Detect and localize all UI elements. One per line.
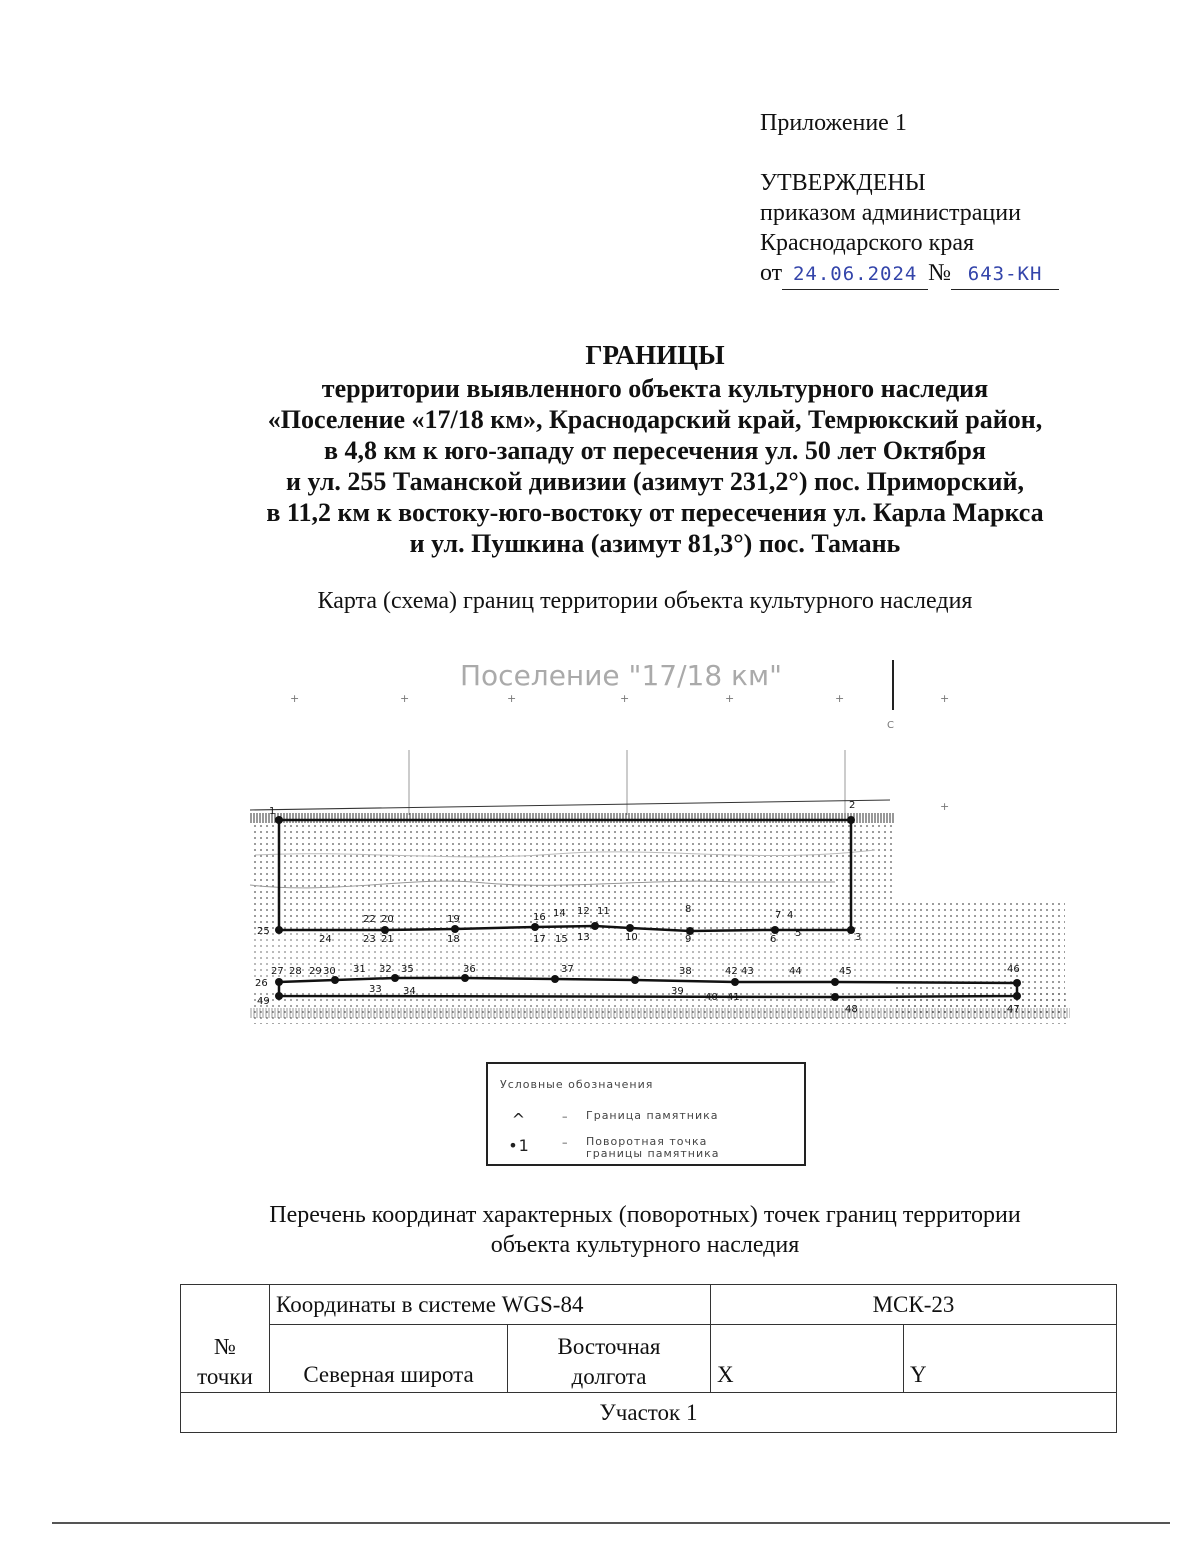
- point-label: 7: [775, 910, 782, 921]
- y-header: Y: [904, 1325, 1117, 1393]
- point-label: 23: [363, 934, 376, 945]
- point-label: 31: [353, 964, 366, 975]
- approved-line: Краснодарского края: [760, 230, 975, 256]
- point-label: 12: [577, 906, 590, 917]
- point-label: 25: [257, 926, 270, 937]
- svg-text:+: +: [835, 692, 845, 705]
- appendix-label: Приложение 1: [760, 110, 907, 136]
- point-label: 21: [381, 934, 394, 945]
- approved-line: приказом администрации: [760, 200, 1021, 226]
- wgs-header: Координаты в системе WGS-84: [270, 1285, 711, 1325]
- point-label: 49: [257, 996, 270, 1007]
- point-label: 38: [679, 966, 692, 977]
- point-label: 1: [269, 806, 276, 817]
- approval-block: [760, 168, 1059, 290]
- legend-boundary-label: Граница памятника: [586, 1109, 719, 1122]
- point-label: 28: [289, 966, 302, 977]
- title-line: территории выявленного объекта культурного наследия: [321, 374, 989, 403]
- point-number-header: № точки: [181, 1285, 270, 1393]
- svg-text:+: +: [620, 692, 630, 705]
- north-label: С: [887, 720, 894, 731]
- point-label: 5: [795, 928, 802, 939]
- point-label: 24: [319, 934, 332, 945]
- point-label: 35: [401, 964, 414, 975]
- point-label: 29: [309, 966, 322, 977]
- turning-point-icon: •1: [508, 1136, 530, 1155]
- point-label: 26: [255, 978, 268, 989]
- point-label: 33: [369, 984, 382, 995]
- msk-header: МСК-23: [711, 1285, 1117, 1325]
- point-label: 2: [849, 800, 856, 811]
- title-line: «Поселение «17/18 км», Краснодарский край, Темрюкский район,: [267, 405, 1043, 434]
- section-row: Участок 1: [181, 1393, 1117, 1433]
- x-header: X: [711, 1325, 904, 1393]
- point-label: 11: [597, 906, 610, 917]
- order-date: 24.06.2024: [792, 263, 918, 285]
- point-label: 3: [855, 932, 862, 943]
- approved-line: УТВЕРЖДЕНЫ: [760, 170, 926, 196]
- point-label: 32: [379, 964, 392, 975]
- svg-text:+: +: [290, 692, 300, 705]
- point-label: 30: [323, 966, 336, 977]
- point-label: 4: [787, 910, 794, 921]
- svg-text:+: +: [940, 692, 950, 705]
- svg-text:+: +: [507, 692, 517, 705]
- point-label: 18: [447, 934, 460, 945]
- point-label: 43: [741, 966, 754, 977]
- order-prefix: от: [760, 260, 783, 286]
- point-label: 34: [403, 986, 416, 997]
- point-label: 17: [533, 934, 546, 945]
- svg-text:+: +: [400, 692, 410, 705]
- longitude-header: Восточная долгота: [508, 1325, 711, 1393]
- map-label: Поселение "17/18 км": [460, 659, 782, 692]
- point-label: 40: [705, 992, 718, 1003]
- legend-dash: –: [562, 1136, 569, 1149]
- map-legend: [486, 1062, 806, 1166]
- title-line: в 4,8 км к юго-западу от пересечения ул. 50 лет Октября: [324, 436, 986, 465]
- point-label: 15: [555, 934, 568, 945]
- title-heading: ГРАНИЦЫ: [585, 340, 725, 370]
- title-line: в 11,2 км к востоку-юго-востоку от пересечения ул. Карла Маркса: [266, 498, 1044, 527]
- order-number: 643-КН: [967, 263, 1043, 285]
- boundary-map: [235, 650, 1075, 1040]
- legend-title: Условные обозначения: [500, 1078, 654, 1091]
- latitude-header: Северная широта: [270, 1325, 508, 1393]
- order-number-sign: №: [928, 260, 952, 286]
- legend-point-label: Поворотная точка границы памятника: [586, 1135, 720, 1160]
- point-label: 19: [447, 914, 460, 925]
- point-label: 37: [561, 964, 574, 975]
- point-label: 6: [770, 934, 777, 945]
- point-label: 20: [381, 914, 394, 925]
- point-label: 16: [533, 912, 546, 923]
- point-label: 39: [671, 986, 684, 997]
- svg-text:+: +: [940, 800, 950, 813]
- point-label: 27: [271, 966, 284, 977]
- order-line: [760, 258, 1059, 290]
- point-label: 46: [1007, 964, 1020, 975]
- point-label: 13: [577, 932, 590, 943]
- title-line: и ул. Пушкина (азимут 81,3°) пос. Тамань: [409, 529, 901, 558]
- point-label: 36: [463, 964, 476, 975]
- order-date-field: [782, 258, 928, 290]
- point-label: 10: [625, 932, 638, 943]
- point-label: 41: [727, 992, 740, 1003]
- point-label: 47: [1007, 1004, 1020, 1015]
- title-line: и ул. 255 Таманской дивизии (азимут 231,2°) пос. Приморский,: [286, 467, 1024, 496]
- document-title: [0, 340, 1200, 559]
- point-label: 8: [685, 904, 692, 915]
- boundary-line-icon: ^: [511, 1110, 527, 1129]
- point-label: 44: [789, 966, 802, 977]
- point-label: 9: [685, 934, 692, 945]
- order-number-field: [951, 258, 1059, 290]
- map-subtitle: Карта (схема) границ территории объекта культурного наследия: [317, 588, 973, 614]
- legend-dash: –: [562, 1110, 569, 1123]
- point-label: 42: [725, 966, 738, 977]
- point-label: 22: [363, 914, 376, 925]
- coordinates-table: [180, 1284, 1117, 1433]
- coordinates-list-title: Перечень координат характерных (поворотных) точек границ территории объекта культурного наследия: [269, 1202, 1021, 1258]
- point-label: 45: [839, 966, 852, 977]
- svg-text:+: +: [725, 692, 735, 705]
- point-label: 14: [553, 908, 566, 919]
- page-bottom-rule: [52, 1522, 1170, 1524]
- point-label: 48: [845, 1004, 858, 1015]
